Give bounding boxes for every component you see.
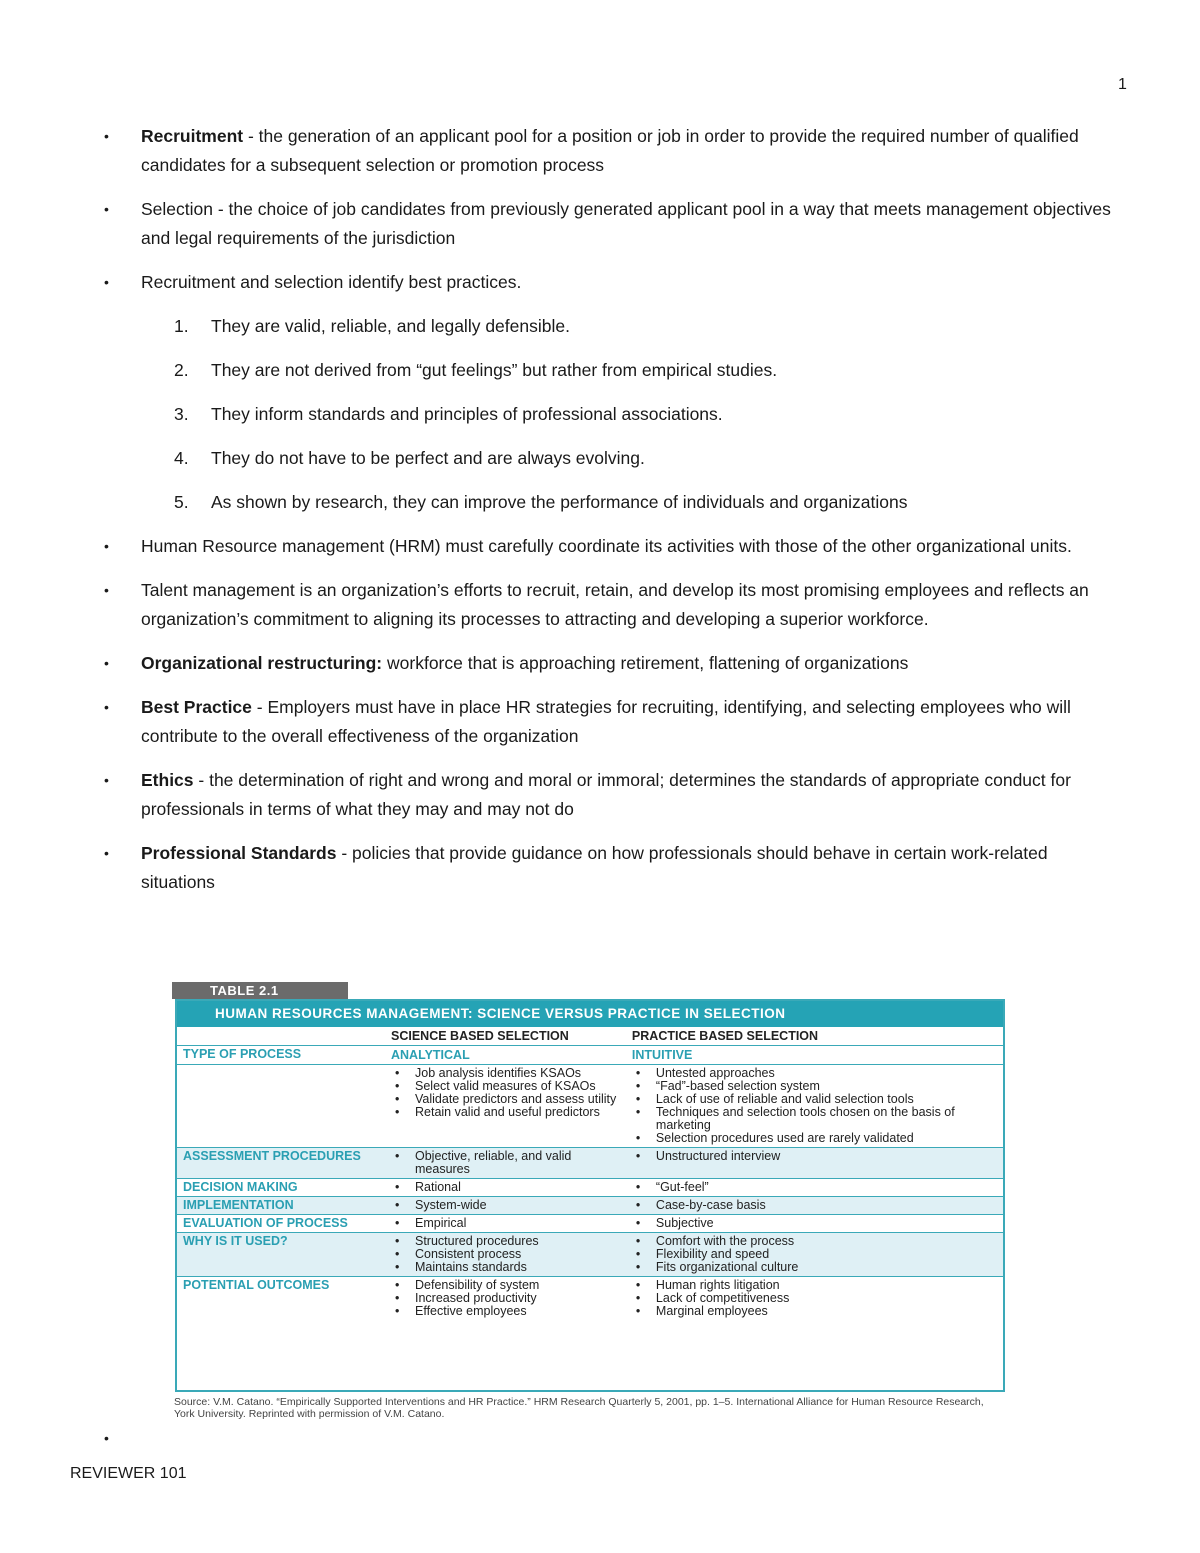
list-item: • Validate predictors and assess utility [391, 1093, 622, 1106]
term-restructuring: Organizational restructuring: [141, 653, 383, 673]
list-item [104, 444, 1124, 473]
term-professional-standards: Professional Standards [141, 843, 337, 863]
list-item: • Consistent process [391, 1248, 622, 1261]
bullet-hrm [104, 532, 1124, 561]
table-title: HUMAN RESOURCES MANAGEMENT: SCIENCE VERSUS PRACTICE IN SELECTION [177, 1001, 1003, 1027]
list-item: • Flexibility and speed [632, 1248, 999, 1261]
row-label-empty [177, 1065, 385, 1148]
list-item: • Human rights litigation [632, 1279, 999, 1292]
process-practice-cell [626, 1065, 1003, 1148]
bullet-talent-management [104, 576, 1124, 634]
header-science: SCIENCE BASED SELECTION [385, 1027, 626, 1046]
list-item: • Retain valid and useful predictors [391, 1106, 622, 1119]
list-item: • Increased productivity [391, 1292, 622, 1305]
list-item: • Rational [391, 1181, 622, 1194]
list-item: • Comfort with the process [632, 1235, 999, 1248]
list-item [104, 488, 1124, 517]
table-row [177, 1197, 1003, 1215]
list-item [104, 312, 1124, 341]
implementation-science-cell [385, 1197, 626, 1215]
row-label-decision: DECISION MAKING [177, 1179, 385, 1197]
process-science-list [391, 1067, 622, 1119]
table-row [177, 1179, 1003, 1197]
list-item: • Select valid measures of KSAOs [391, 1080, 622, 1093]
table-row [177, 1215, 1003, 1233]
bullet-selection [104, 195, 1124, 253]
page-footer: REVIEWER 101 [70, 1465, 187, 1482]
list-number: 4. [174, 448, 189, 468]
row-label-evaluation: EVALUATION OF PROCESS [177, 1215, 385, 1233]
list-item [104, 356, 1124, 385]
best-practices-intro: Recruitment and selection identify best practices. [141, 272, 522, 292]
list-text: As shown by research, they can improve the performance of individuals and organizations [211, 492, 908, 512]
list-item [104, 400, 1124, 429]
table-figure [172, 982, 1006, 1437]
list-item: • Empirical [391, 1217, 622, 1230]
process-science-cell [385, 1065, 626, 1148]
bullet-restructuring [104, 649, 1124, 678]
table-frame [175, 999, 1005, 1392]
comparison-table [177, 1027, 1003, 1320]
list-item: • Techniques and selection tools chosen on the basis of marketing [632, 1106, 999, 1132]
definition-best-practice: - Employers must have in place HR strategies for recruiting, identifying, and selecting employees who will contribute to the overall effectiveness of the organization [141, 697, 1071, 746]
list-item: • Fits organizational culture [632, 1261, 999, 1274]
list-item: • “Fad”-based selection system [632, 1080, 999, 1093]
row-label-assessment: ASSESSMENT PROCEDURES [177, 1148, 385, 1179]
term-ethics: Ethics [141, 770, 194, 790]
assessment-science-cell [385, 1148, 626, 1179]
list-item: • Maintains standards [391, 1261, 622, 1274]
list-item: • Unstructured interview [632, 1150, 999, 1163]
list-number: 5. [174, 492, 189, 512]
table-header-row [177, 1027, 1003, 1046]
definition-restructuring: workforce that is approaching retirement, flattening of organizations [382, 653, 909, 673]
bullet-recruitment [104, 122, 1124, 180]
list-number: 1. [174, 316, 189, 336]
row-label-type: TYPE OF PROCESS [177, 1046, 385, 1065]
why-practice-cell [626, 1233, 1003, 1277]
list-text: They are valid, reliable, and legally defensible. [211, 316, 570, 336]
notes-content [104, 122, 1124, 897]
bullet-professional-standards [104, 839, 1124, 897]
list-item: • “Gut-feel” [632, 1181, 999, 1194]
evaluation-practice-cell [626, 1215, 1003, 1233]
table-row [177, 1046, 1003, 1065]
bullet-best-practice [104, 693, 1124, 751]
talent-management-text: Talent management is an organization’s efforts to recruit, retain, and develop its most promising employees and reflects an organization’s commitment to aligning its processes to attracting and developing a superior workforce. [141, 580, 1089, 629]
type-science: ANALYTICAL [385, 1046, 626, 1065]
list-item: • Untested approaches [632, 1067, 999, 1080]
assessment-practice-cell [626, 1148, 1003, 1179]
page-number: 1 [1118, 76, 1127, 93]
list-number: 2. [174, 360, 189, 380]
empty-bullet-icon: • [104, 1430, 109, 1446]
table-row [177, 1065, 1003, 1148]
list-item: • Structured procedures [391, 1235, 622, 1248]
implementation-practice-cell [626, 1197, 1003, 1215]
row-label-why: WHY IS IT USED? [177, 1233, 385, 1277]
definition-ethics: - the determination of right and wrong and moral or immoral; determines the standards of appropriate conduct for professionals in terms of what they may and may not do [141, 770, 1071, 819]
table-row [177, 1277, 1003, 1321]
list-item: • Effective employees [391, 1305, 622, 1318]
list-number: 3. [174, 404, 189, 424]
list-item: • System-wide [391, 1199, 622, 1212]
type-practice: INTUITIVE [626, 1046, 1003, 1065]
decision-practice-cell [626, 1179, 1003, 1197]
definition-professional-standards: - policies that provide guidance on how professionals should behave in certain work-related situations [141, 843, 1048, 892]
decision-science-cell [385, 1179, 626, 1197]
list-item: • Subjective [632, 1217, 999, 1230]
header-practice: PRACTICE BASED SELECTION [626, 1027, 1003, 1046]
best-practices-list [104, 312, 1124, 517]
list-item: • Job analysis identifies KSAOs [391, 1067, 622, 1080]
term-recruitment: Recruitment [141, 126, 244, 146]
table-source-note: Source: V.M. Catano. “Empirically Supported Interventions and HR Practice.” HRM Research Quarterly 5, 2001, pp. 1–5. International Alliance for Human Resource Research, York University. Reprinted with permission of V.M. Catano. [174, 1396, 984, 1420]
evaluation-science-cell [385, 1215, 626, 1233]
table-row [177, 1148, 1003, 1179]
list-item: • Marginal employees [632, 1305, 999, 1318]
table-row [177, 1233, 1003, 1277]
definition-selection: Selection - the choice of job candidates from previously generated applicant pool in a way that meets management objectives and legal requirements of the jurisdiction [141, 199, 1111, 248]
bullet-ethics [104, 766, 1124, 824]
list-item: • Defensibility of system [391, 1279, 622, 1292]
table-tab-label: TABLE 2.1 [172, 982, 348, 999]
bullet-best-practices-intro [104, 268, 1124, 297]
term-best-practice: Best Practice [141, 697, 252, 717]
definition-recruitment: - the generation of an applicant pool for a position or job in order to provide the required number of qualified candidates for a subsequent selection or promotion process [141, 126, 1079, 175]
hrm-text: Human Resource management (HRM) must carefully coordinate its activities with those of the other organizational units. [141, 536, 1072, 556]
header-empty [177, 1027, 385, 1046]
list-item: • Lack of use of reliable and valid selection tools [632, 1093, 999, 1106]
row-label-implementation: IMPLEMENTATION [177, 1197, 385, 1215]
outcomes-practice-cell [626, 1277, 1003, 1321]
list-item: • Selection procedures used are rarely validated [632, 1132, 999, 1145]
list-text: They inform standards and principles of professional associations. [211, 404, 723, 424]
row-label-outcomes: POTENTIAL OUTCOMES [183, 1278, 330, 1292]
list-text: They do not have to be perfect and are always evolving. [211, 448, 645, 468]
list-item: • Lack of competitiveness [632, 1292, 999, 1305]
list-item: • Case-by-case basis [632, 1199, 999, 1212]
outcomes-science-cell [385, 1277, 626, 1321]
list-item: • Objective, reliable, and valid measures [391, 1150, 622, 1176]
process-practice-list [632, 1067, 999, 1145]
list-text: They are not derived from “gut feelings” but rather from empirical studies. [211, 360, 778, 380]
why-science-cell [385, 1233, 626, 1277]
